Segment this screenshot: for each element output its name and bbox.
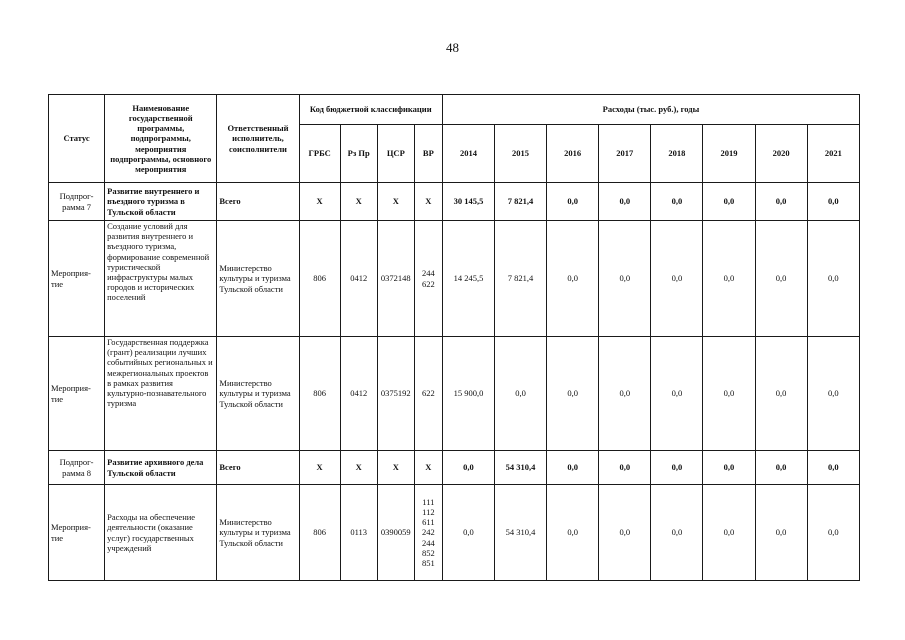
budget-table	[48, 94, 860, 581]
row-value-2017: 0,0	[599, 337, 651, 451]
row-name: Создание условий для развития внутреннего и въездного туризма, формирование современной туристической инфраструктуры малых городов и исторических поселений	[105, 221, 217, 337]
row-value-2015: 54 310,4	[495, 485, 547, 581]
row-rzpr: Х	[340, 183, 377, 221]
row-rzpr: Х	[340, 451, 377, 485]
header-year-2018: 2018	[651, 125, 703, 183]
row-value-2018: 0,0	[651, 337, 703, 451]
header-rzpr: Рз Пр	[340, 125, 377, 183]
row-csr: 0375192	[377, 337, 414, 451]
table-row	[49, 485, 860, 581]
row-value-2019: 0,0	[703, 183, 755, 221]
table-row	[49, 221, 860, 337]
row-name: Расходы на обеспечение деятельности (оказание услуг) государственных учреждений	[105, 485, 217, 581]
row-grbs: 806	[299, 221, 340, 337]
row-vr: Х	[414, 451, 442, 485]
row-value-2016: 0,0	[547, 337, 599, 451]
row-value-2019: 0,0	[703, 337, 755, 451]
row-grbs: Х	[299, 451, 340, 485]
header-row-1	[49, 95, 860, 125]
row-vr: 111 112 611 242 244 852 851	[414, 485, 442, 581]
row-value-2014: 0,0	[442, 451, 494, 485]
row-rzpr: 0113	[340, 485, 377, 581]
row-value-2020: 0,0	[755, 183, 807, 221]
row-value-2020: 0,0	[755, 485, 807, 581]
row-responsible: Министерство культуры и туризма Тульской области	[217, 221, 299, 337]
row-vr: 244 622	[414, 221, 442, 337]
header-year-2016: 2016	[547, 125, 599, 183]
header-year-2021: 2021	[807, 125, 859, 183]
row-value-2015: 0,0	[495, 337, 547, 451]
row-value-2019: 0,0	[703, 451, 755, 485]
header-budget-code: Код бюджетной классификации	[299, 95, 442, 125]
page-number: 48	[446, 40, 459, 55]
row-status: Подпрог-рамма 7	[49, 183, 105, 221]
row-status: Подпрог-рамма 8	[49, 451, 105, 485]
header-year-2017: 2017	[599, 125, 651, 183]
row-value-2020: 0,0	[755, 221, 807, 337]
header-year-2015: 2015	[495, 125, 547, 183]
row-value-2016: 0,0	[547, 221, 599, 337]
row-value-2014: 14 245,5	[442, 221, 494, 337]
row-name: Развитие внутреннего и въездного туризма в Тульской области	[105, 183, 217, 221]
row-grbs: 806	[299, 337, 340, 451]
row-status: Мероприя-тие	[49, 337, 105, 451]
row-value-2014: 30 145,5	[442, 183, 494, 221]
header-csr: ЦСР	[377, 125, 414, 183]
header-year-2020: 2020	[755, 125, 807, 183]
table-row	[49, 183, 860, 221]
row-value-2021: 0,0	[807, 183, 859, 221]
row-csr: Х	[377, 183, 414, 221]
row-value-2014: 15 900,0	[442, 337, 494, 451]
row-value-2015: 7 821,4	[495, 221, 547, 337]
row-value-2016: 0,0	[547, 451, 599, 485]
row-rzpr: 0412	[340, 337, 377, 451]
row-name: Государственная поддержка (грант) реализации лучших событийных региональных и межрегиональных проектов в рамках развития культурно-познавательного туризма	[105, 337, 217, 451]
row-vr: Х	[414, 183, 442, 221]
row-value-2017: 0,0	[599, 451, 651, 485]
row-responsible: Всего	[217, 183, 299, 221]
row-status: Мероприя-тие	[49, 221, 105, 337]
row-value-2015: 54 310,4	[495, 451, 547, 485]
row-csr: Х	[377, 451, 414, 485]
row-csr: 0390059	[377, 485, 414, 581]
row-value-2018: 0,0	[651, 485, 703, 581]
row-value-2014: 0,0	[442, 485, 494, 581]
row-name: Развитие архивного дела Тульской области	[105, 451, 217, 485]
header-vr: ВР	[414, 125, 442, 183]
row-value-2016: 0,0	[547, 485, 599, 581]
row-value-2020: 0,0	[755, 451, 807, 485]
row-value-2021: 0,0	[807, 337, 859, 451]
row-responsible: Министерство культуры и туризма Тульской области	[217, 337, 299, 451]
header-grbs: ГРБС	[299, 125, 340, 183]
row-responsible: Всего	[217, 451, 299, 485]
row-value-2020: 0,0	[755, 337, 807, 451]
header-expenses: Расходы (тыс. руб.), годы	[442, 95, 859, 125]
row-value-2021: 0,0	[807, 221, 859, 337]
table-row	[49, 337, 860, 451]
header-year-2014: 2014	[442, 125, 494, 183]
header-name: Наименование государственной программы, подпрограммы, мероприятия подпрограммы, основного мероприятия	[105, 95, 217, 183]
row-value-2018: 0,0	[651, 183, 703, 221]
row-value-2017: 0,0	[599, 221, 651, 337]
header-status: Статус	[49, 95, 105, 183]
header-responsible: Ответственный исполнитель, соисполнители	[217, 95, 299, 183]
row-value-2015: 7 821,4	[495, 183, 547, 221]
row-responsible: Министерство культуры и туризма Тульской области	[217, 485, 299, 581]
row-rzpr: 0412	[340, 221, 377, 337]
table-row	[49, 451, 860, 485]
row-vr: 622	[414, 337, 442, 451]
row-value-2019: 0,0	[703, 485, 755, 581]
row-value-2017: 0,0	[599, 183, 651, 221]
row-value-2018: 0,0	[651, 221, 703, 337]
header-year-2019: 2019	[703, 125, 755, 183]
row-value-2021: 0,0	[807, 485, 859, 581]
row-grbs: Х	[299, 183, 340, 221]
row-grbs: 806	[299, 485, 340, 581]
row-value-2016: 0,0	[547, 183, 599, 221]
row-value-2019: 0,0	[703, 221, 755, 337]
row-value-2018: 0,0	[651, 451, 703, 485]
row-value-2021: 0,0	[807, 451, 859, 485]
row-value-2017: 0,0	[599, 485, 651, 581]
row-csr: 0372148	[377, 221, 414, 337]
row-status: Мероприя-тие	[49, 485, 105, 581]
